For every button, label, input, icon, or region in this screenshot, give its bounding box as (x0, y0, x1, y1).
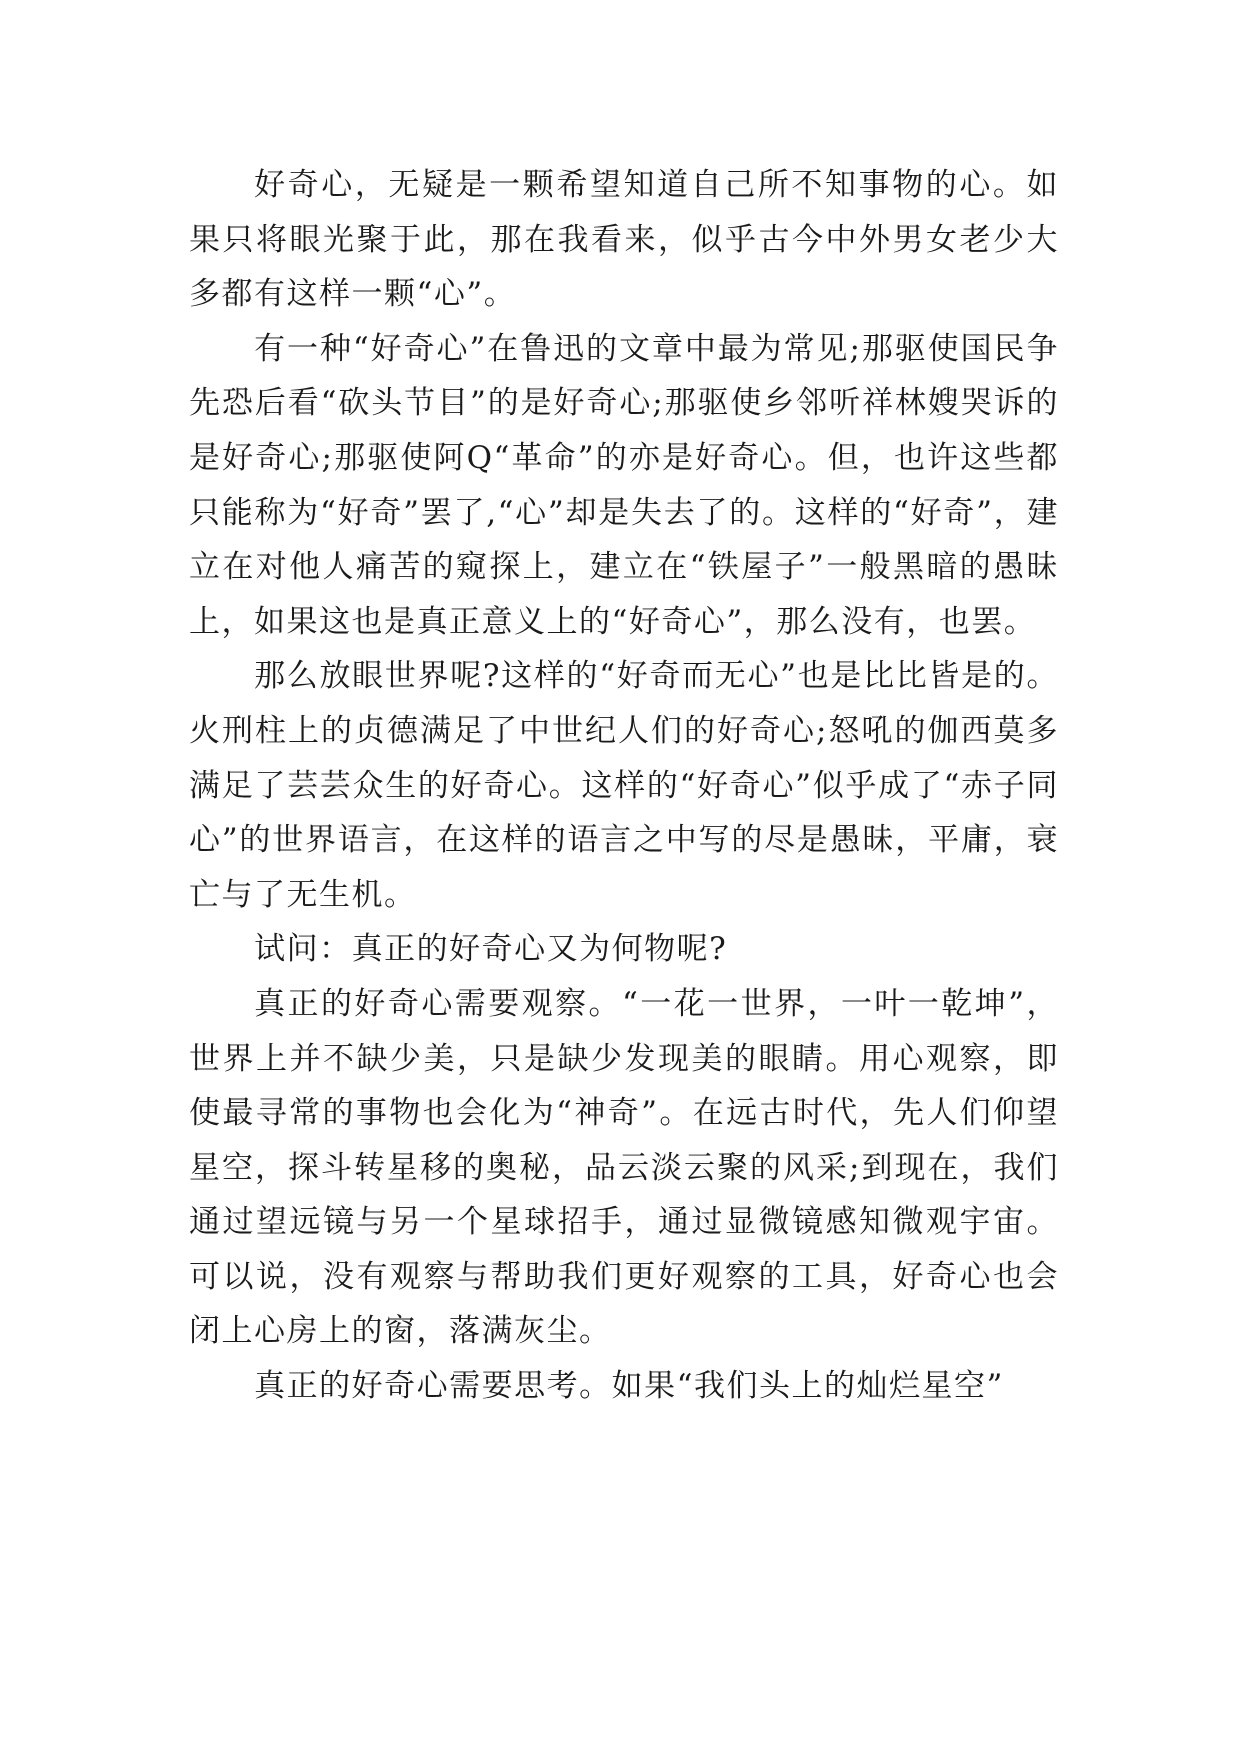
paragraph-2: 有一种“好奇心”在鲁迅的文章中最为常见;那驱使国民争先恐后看“砍头节目”的是好奇心;那驱使乡邻听祥林嫂哭诉的是好奇心;那驱使阿Q“革命”的亦是好奇心。但，也许这些都只能称为“好奇”罢了,“心”却是失去了的。这样的“好奇”，建立在对他人痛苦的窥探上，建立在“铁屋子”一般黑暗的愚昧上，如果这也是真正意义上的“好奇心”，那么没有，也罢。 (189, 330, 1059, 640)
paragraph-5: 真正的好奇心需要观察。“一花一世界，一叶一乾坤”，世界上并不缺少美，只是缺少发现美的眼睛。用心观察，即使最寻常的事物也会化为“神奇”。在远古时代，先人们仰望星空，探斗转星移的奥秘，品云淡云聚的风采;到现在，我们通过望远镜与另一个星球招手，通过显微镜感知微观宇宙。可以说，没有观察与帮助我们更好观察的工具，好奇心也会闭上心房上的窗，落满灰尘。 (189, 985, 1059, 1350)
paragraph-3: 那么放眼世界呢?这样的“好奇而无心”也是比比皆是的。火刑柱上的贞德满足了中世纪人们的好奇心;怒吼的伽西莫多满足了芸芸众生的好奇心。这样的“好奇心”似乎成了“赤子同心”的世界语言，在这样的语言之中写的尽是愚昧，平庸，衰亡与了无生机。 (189, 658, 1059, 913)
essay-body (189, 158, 1059, 1414)
paragraph-4: 试问：真正的好奇心又为何物呢? (254, 931, 728, 968)
paragraph-6: 真正的好奇心需要思考。如果“我们头上的灿烂星空” (254, 1368, 1004, 1405)
paragraph-1: 好奇心，无疑是一颗希望知道自己所不知事物的心。如果只将眼光聚于此，那在我看来，似乎古今中外男女老少大多都有这样一颗“心”。 (189, 167, 1059, 313)
